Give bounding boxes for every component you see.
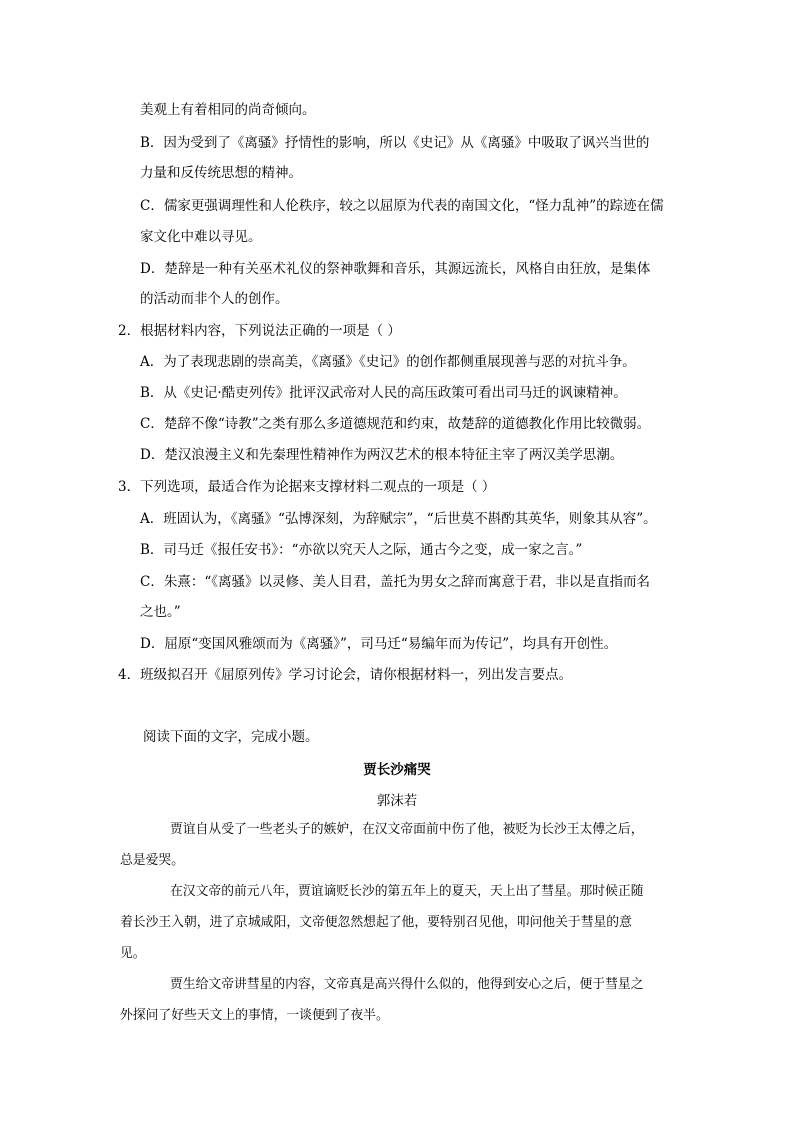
paragraph-3-line1: 贾生给文帝讲彗星的内容，文帝真是高兴得什么似的，他得到安心之后，便于彗星之 — [170, 977, 644, 992]
q1-option-b-line1: B．因为受到了《离骚》抒情性的影响，所以《史记》从《离骚》中吸取了讽兴当世的 — [140, 135, 650, 151]
q1-option-d-line1: D．楚辞是一种有关巫术礼仪的祭神歌舞和音乐，其源远流长，风格自由狂放，是集体 — [140, 261, 651, 277]
q2-stem: 2．根据材料内容，下列说法正确的一项是（ ） — [118, 323, 401, 339]
paragraph-3-line2: 外探问了好些天文上的事情，一谈便到了夜半。 — [120, 1008, 389, 1023]
article-title: 贾长沙痛哭 — [363, 762, 431, 778]
paragraph-2-line3: 见。 — [120, 946, 146, 961]
paragraph-1-line2: 总是爱哭。 — [120, 853, 184, 868]
paragraph-2-line2: 着长沙王入朝，进了京城咸阳，文帝便忽然想起了他，要特别召见他，叩问他关于彗星的意 — [120, 915, 632, 930]
q1-option-d-line2: 的活动而非个人的创作。 — [140, 291, 289, 307]
q2-option-b: B．从《史记·酷吏列传》批评汉武帝对人民的高压政策可看出司马迁的讽谏精神。 — [140, 385, 627, 401]
q2-option-c: C．楚辞不像“诗教”之类有那么多道德规范和约束，故楚辞的道德教化作用比较微弱。 — [140, 416, 651, 432]
q3-option-d: D．屈原“变国风雅颂而为《离骚》”，司马迁“易编年而为传记”，均具有开创性。 — [140, 636, 618, 652]
q3-option-b: B．司马迁《报任安书》：“亦欲以究天人之际，通古今之变，成一家之言。” — [140, 542, 583, 558]
q1-option-c-line2: 家文化中难以寻见。 — [140, 229, 262, 245]
q3-option-c-line1: C．朱熹：“《离骚》以灵修、美人目君，盖托为男女之辞而寓意于君，非以是直指而名 — [140, 574, 650, 590]
article-author: 郭沫若 — [376, 793, 418, 809]
paragraph-2-line1: 在汉文帝的前元八年，贾谊谪贬长沙的第五年上的夏天，天上出了彗星。那时候正随 — [170, 884, 644, 899]
q3-option-a: A．班固认为，《离骚》“弘博深刻，为辞赋宗”，“后世莫不斟酌其英华，则象其从容”。 — [140, 511, 657, 527]
q3-stem: 3．下列选项，最适合作为论据来支撑材料二观点的一项是（ ） — [118, 479, 496, 495]
q1-option-c-line1: C．儒家更强调理性和人伦秩序，较之以屈原为代表的南国文化，“怪力乱神”的踪迹在儒 — [140, 198, 664, 214]
q1-option-b-line2: 力量和反传统思想的精神。 — [140, 165, 302, 181]
q2-option-d: D．楚汉浪漫主义和先秦理性精神作为两汉艺术的根本特征主宰了两汉美学思潮。 — [140, 447, 624, 463]
q4-stem: 4．班级拟召开《屈原列传》学习讨论会，请你根据材料一，列出发言要点。 — [118, 667, 573, 683]
q3-option-c-line2: 之也。” — [140, 604, 181, 620]
q2-option-a: A．为了表现悲剧的崇高美，《离骚》《史记》的创作都侧重展现善与恶的对抗斗争。 — [140, 354, 636, 370]
reading-instruction: 阅读下面的文字，完成小题。 — [143, 729, 319, 745]
paragraph-1-line1: 贾谊自从受了一些老头子的嫉妒，在汉文帝面前中伤了他，被贬为长沙王太傅之后， — [170, 822, 644, 837]
q1-option-a-continuation: 美观上有着相同的尚奇倾向。 — [140, 102, 316, 118]
